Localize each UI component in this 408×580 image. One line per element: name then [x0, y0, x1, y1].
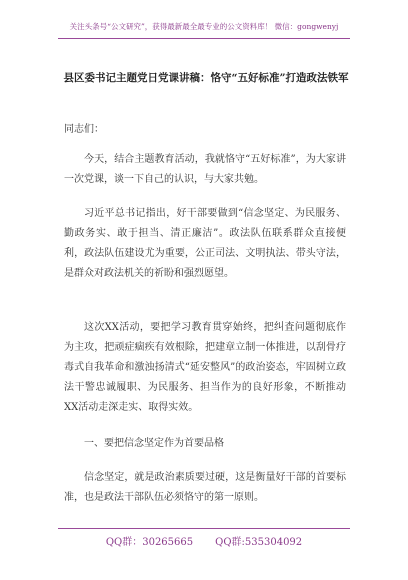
- header-banner: 关注头条号“公文研究”，获得最新最全最专业的公文资料库！ 微信：gongwenyj: [69, 22, 339, 31]
- footer-qq-group-1: QQ群：30265665: [105, 537, 194, 548]
- paragraph-1: 今天，结合主题教育活动，我就恪守“五好标准”，为大家讲一次党课，谈一下自己的认识，与大家共勉。: [64, 154, 346, 185]
- paragraph-4: 信念坚定，就是政治素质要过硬，这是衡量好干部的首要标准，也是政法干部队伍必须恪守的第一原则。: [64, 472, 346, 503]
- paragraph-2: 习近平总书记指出，好干部要做到“信念坚定、为民服务、勤政务实、敢于担当、清正廉洁”。政法队伍联系群众直接便利，政法队伍建设尤为重要，公正司法、文明执法、带头守法，是群众对政法机关的祈盼和强烈愿望。: [64, 208, 346, 279]
- salutation: 同志们：: [64, 124, 104, 135]
- section-heading-1: 一、要把信念坚定作为首要品格: [84, 438, 224, 449]
- footer-divider: [58, 528, 350, 529]
- header-divider: [58, 38, 350, 39]
- footer-qq-group-2: QQ群:535304092: [215, 537, 303, 548]
- paragraph-3: 这次XX活动，要把学习教育贯穿始终，把纠査问题彻底作为主攻，把顽症痼疾有效根除，把建章立制一体推进，以刮骨疗毒式自我革命和激浊扬清式“延安整风”的政治姿态，牢固树立政法干警忠诚履职、为民服务、担当作为的良好形象，不断推动XX活动走深走实、取得实效。: [64, 322, 346, 413]
- footer: [0, 536, 408, 550]
- document-title: 县区委书记主题党日党课讲稿：恪守“五好标准”打造政法铁军: [63, 72, 349, 84]
